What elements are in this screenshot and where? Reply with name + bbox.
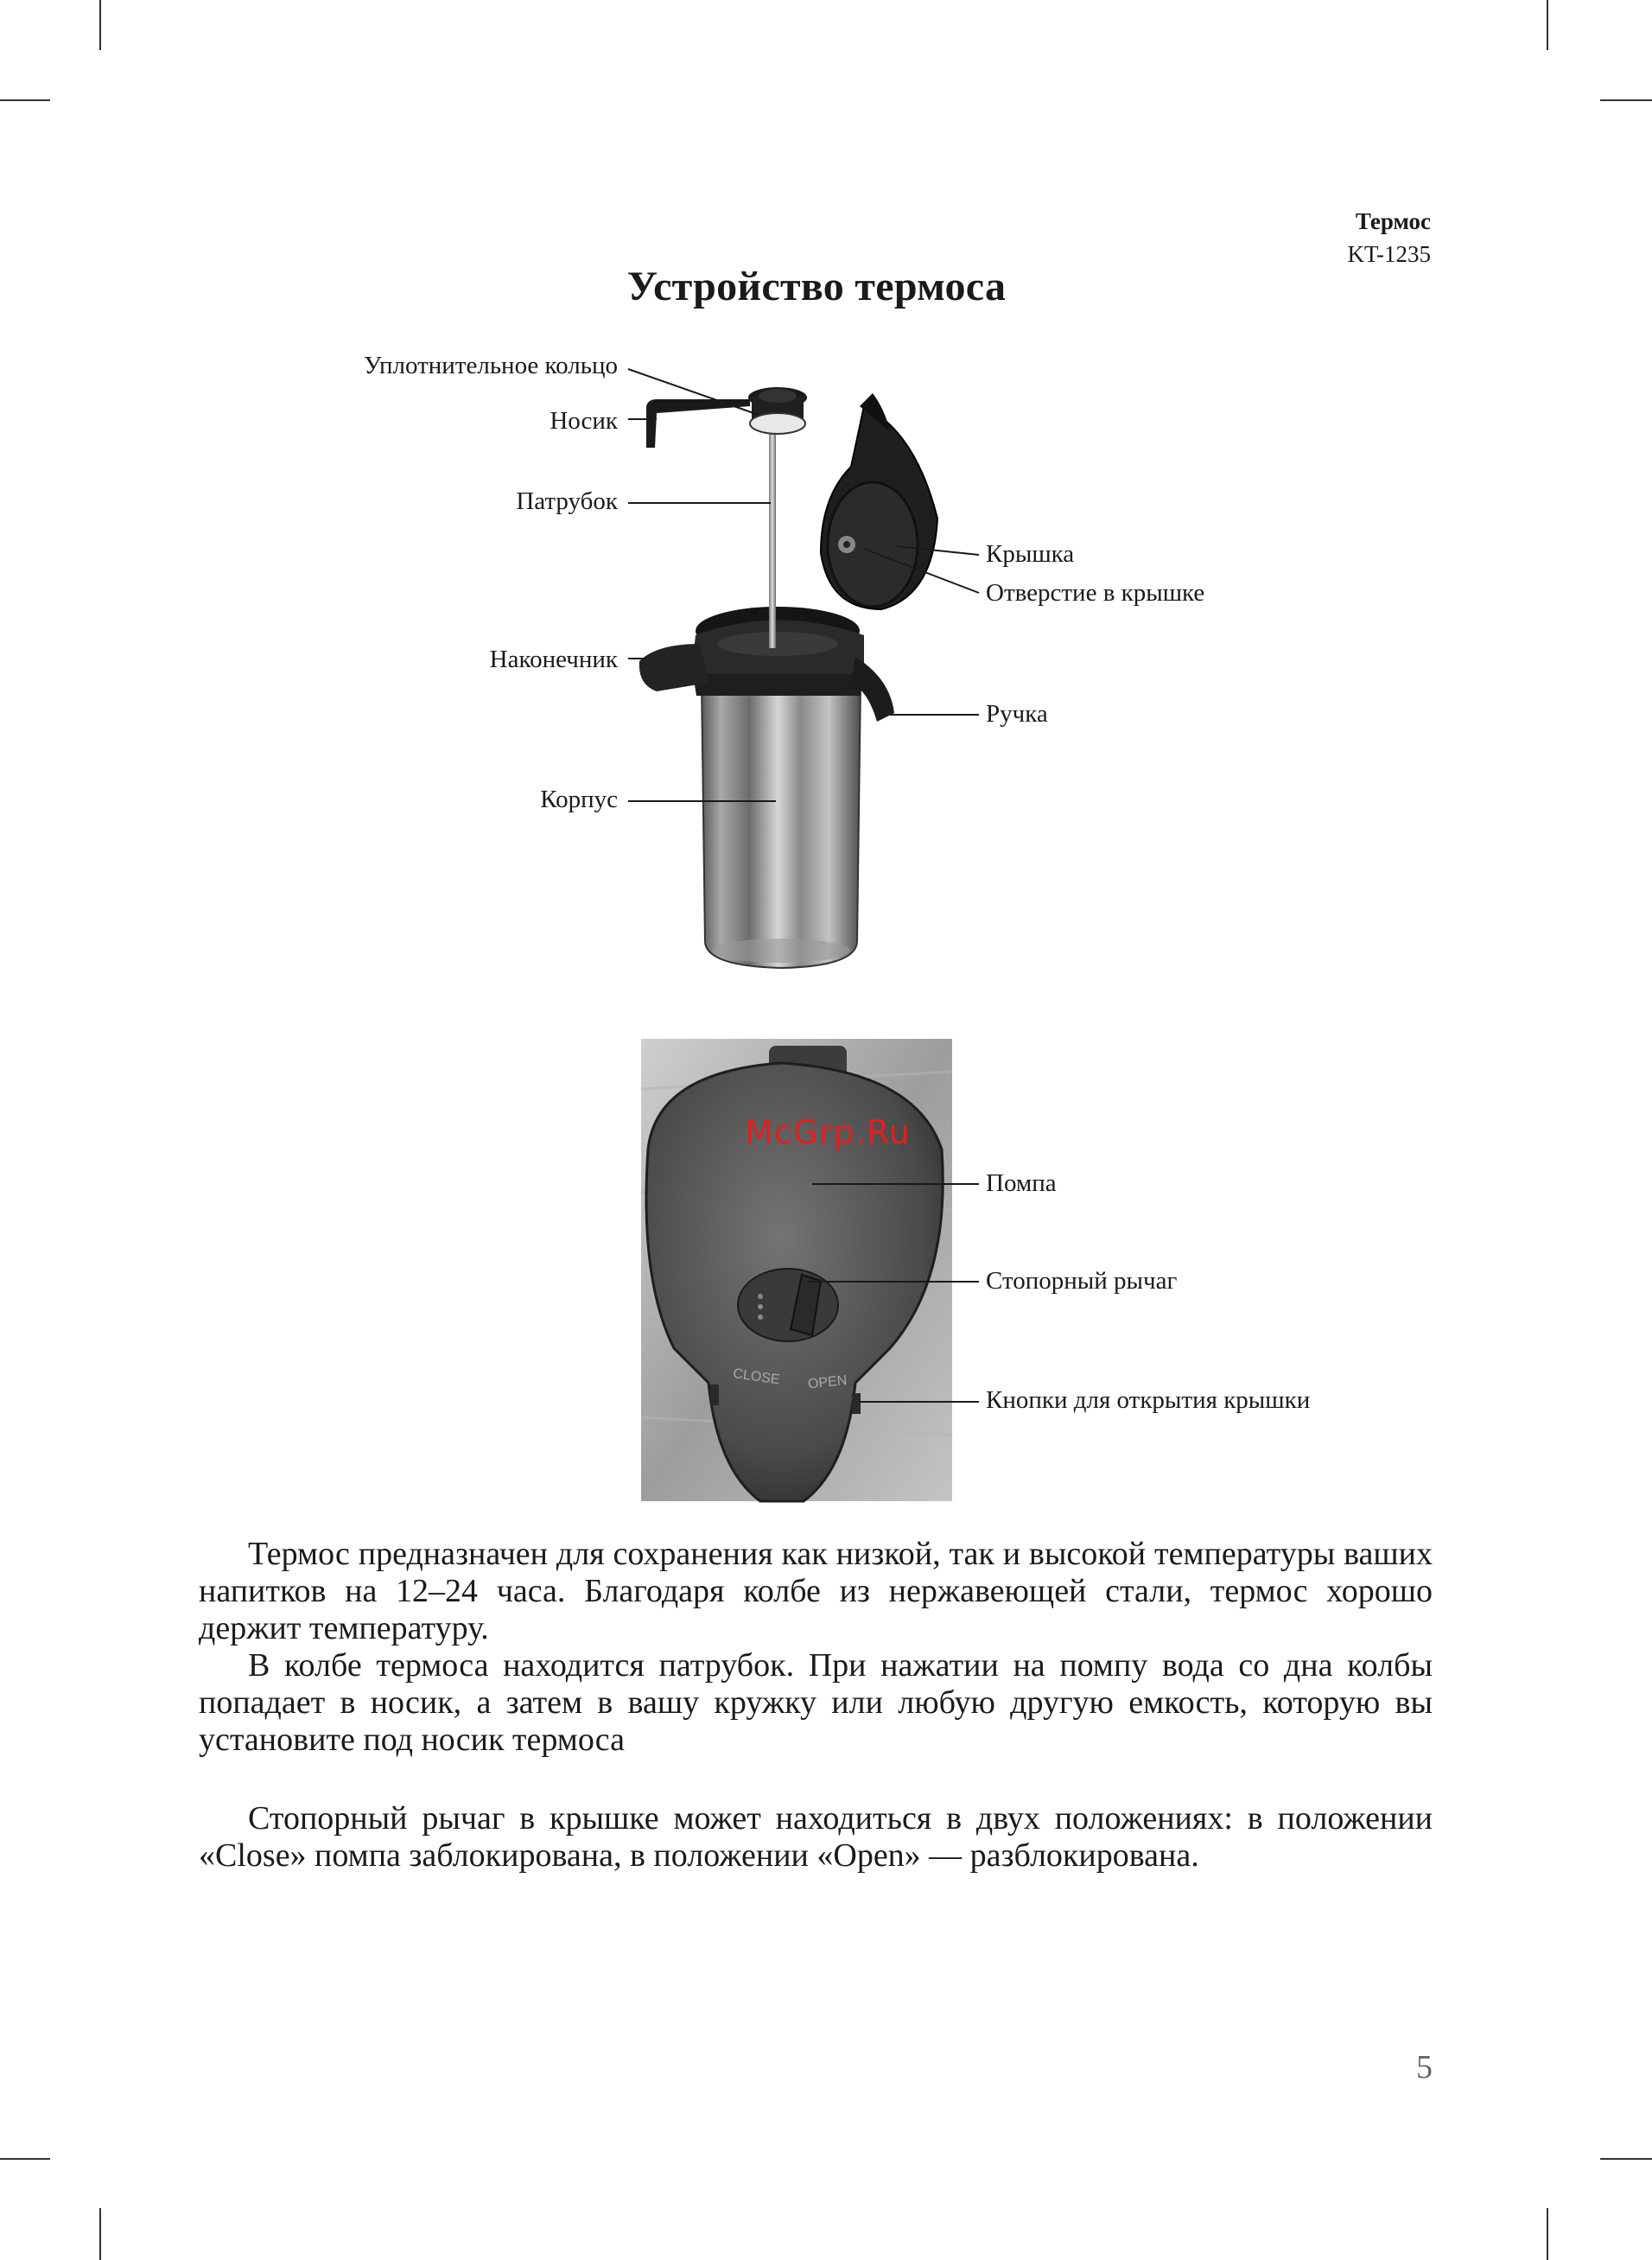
label-lid: Крышка (986, 540, 1075, 568)
label-spout: Носик (550, 407, 618, 435)
label-lid-buttons: Кнопки для открытия крышки (986, 1386, 1311, 1414)
header-model: KT-1235 (1347, 241, 1431, 267)
label-lid-hole: Отверстие в крышке (986, 579, 1205, 607)
paragraph: Термос предназначен для сохранения как низкой, так и высокой температуры ваших напитков на 12–24 часа. Благодаря колбе из нержавеющей стали, термос хорошо держит температуру. (199, 1536, 1433, 1646)
body-text-2 (199, 1800, 1433, 1875)
thermos-illustration (628, 369, 979, 968)
thermos-tube (769, 428, 776, 648)
label-tube: Патрубок (516, 487, 618, 515)
watermark: McGrp.Ru (745, 1113, 911, 1151)
page-number: 5 (1416, 2049, 1433, 2085)
paragraph: В колбе термоса находится патрубок. При нажатии на помпу вода со дна колбы попадает в носик, а затем в вашу кружку или любую другую емкость, которую вы установите под носик термоса (199, 1647, 1433, 1758)
embossed-open: OPEN (807, 1372, 848, 1392)
label-pump: Помпа (986, 1169, 1057, 1197)
label-tip: Наконечник (489, 646, 618, 673)
header-product: Термос (1355, 208, 1431, 234)
embossed-close: CLOSE (732, 1366, 781, 1388)
paragraph: Стопорный рычаг в крышке может находиться в двух положениях: в положении «Close» помпа заблокирована, в положении «Open» — разблокирована. (199, 1800, 1433, 1874)
body-text (199, 1536, 1433, 1759)
label-lock-lever: Стопорный рычаг (986, 1267, 1178, 1295)
lid-photo (641, 1039, 979, 1501)
label-handle: Ручка (986, 700, 1048, 728)
thermos-body (702, 683, 861, 968)
label-body: Корпус (540, 786, 618, 813)
label-seal-ring: Уплотнительное кольцо (364, 352, 618, 379)
page-title: Устройство термоса (626, 264, 1007, 309)
